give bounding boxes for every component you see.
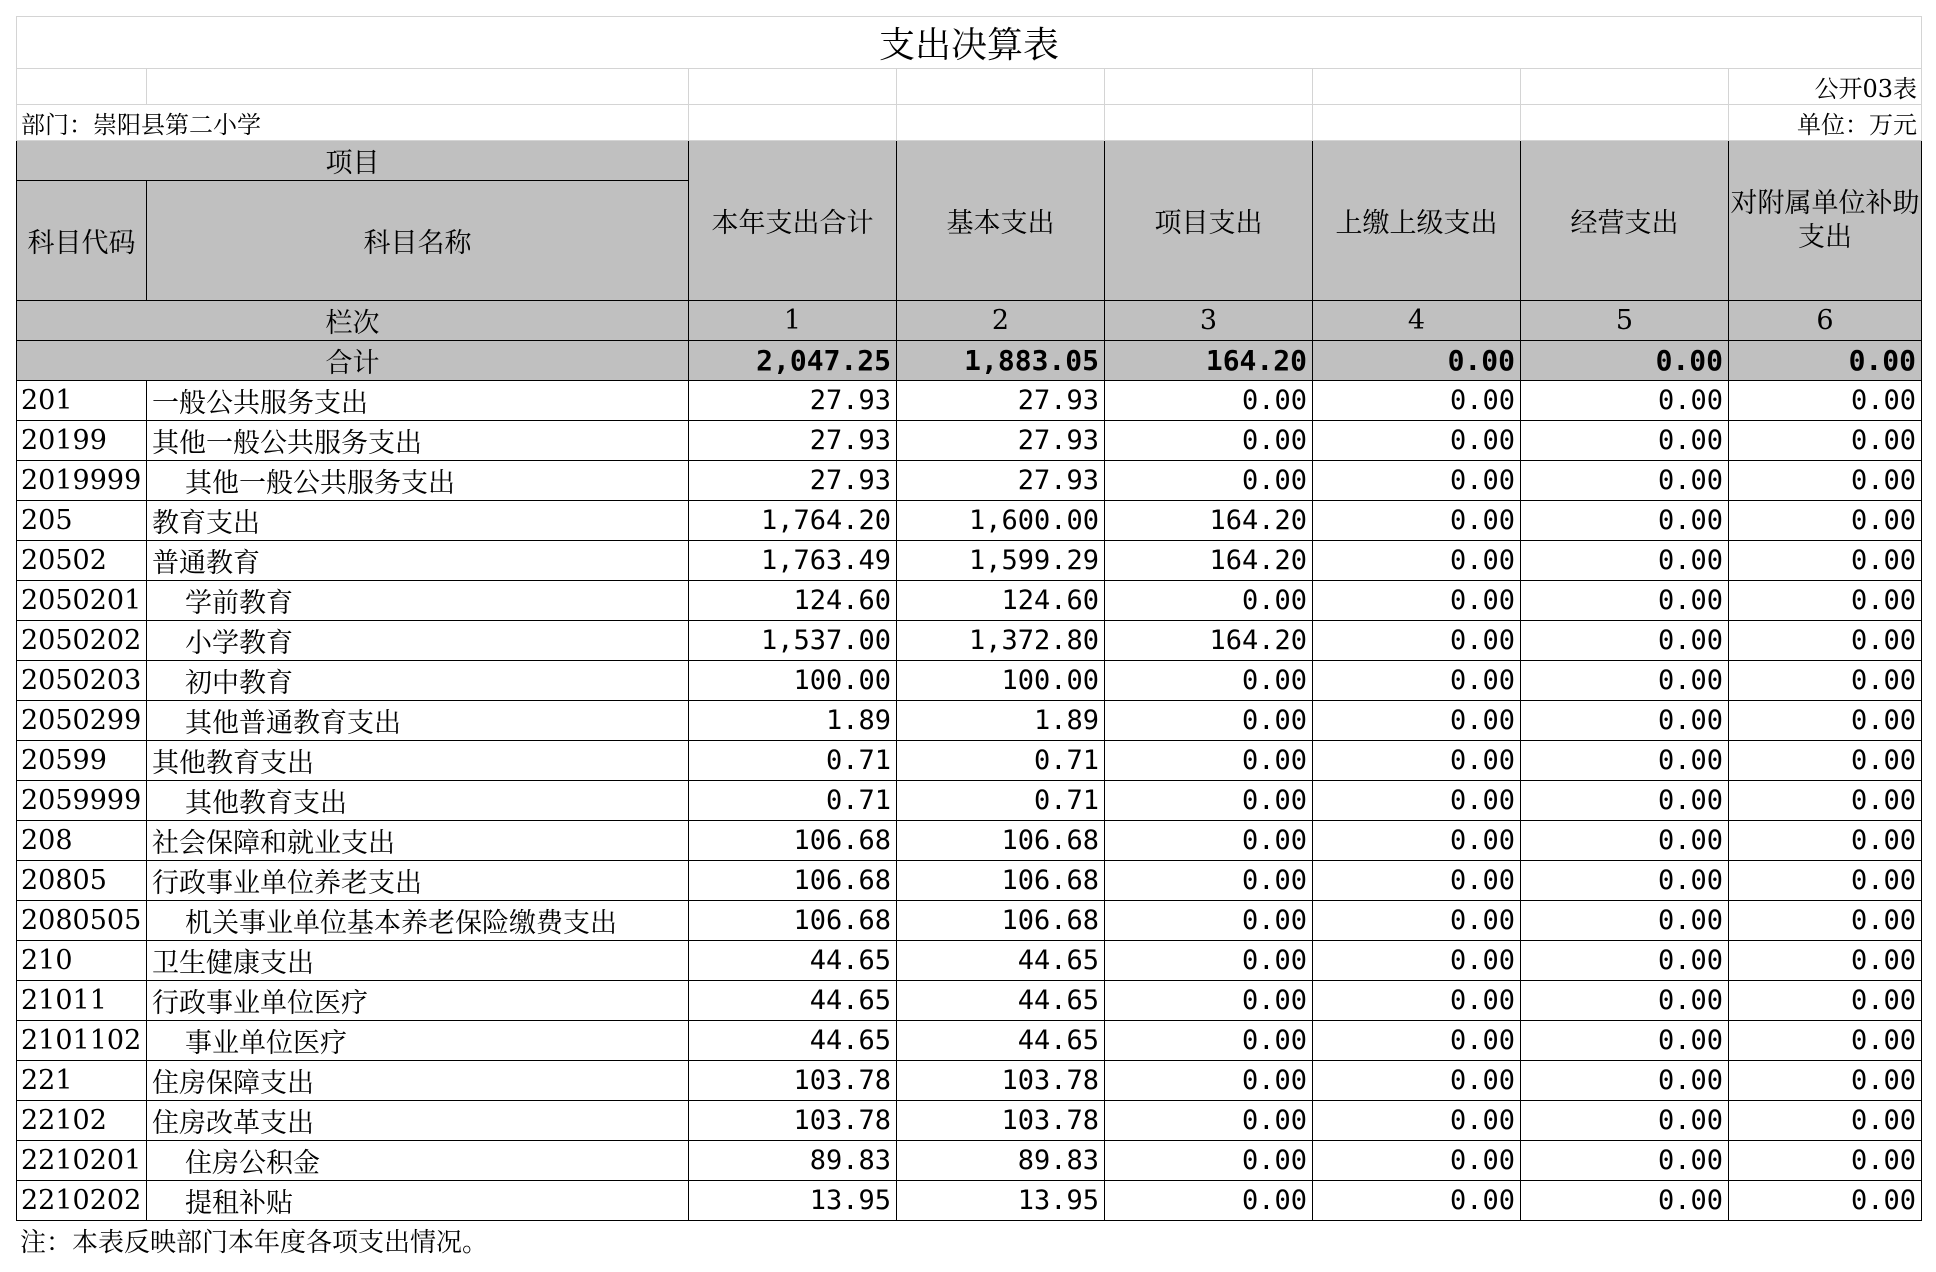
amount-cell: 27.93 (689, 421, 897, 461)
amount-cell: 0.00 (1313, 501, 1521, 541)
table-row (17, 701, 1922, 741)
subject-name: 一般公共服务支出 (147, 381, 689, 421)
amount-cell: 106.68 (689, 861, 897, 901)
amount-cell: 0.00 (1521, 381, 1729, 421)
table-row (17, 1021, 1922, 1061)
header-basic-expense: 基本支出 (897, 141, 1105, 301)
subject-name: 住房保障支出 (147, 1061, 689, 1101)
amount-cell: 106.68 (897, 861, 1105, 901)
subject-name: 学前教育 (147, 581, 689, 621)
amount-cell: 0.00 (1729, 741, 1922, 781)
amount-cell: 13.95 (689, 1181, 897, 1221)
amount-cell: 27.93 (897, 421, 1105, 461)
table-row (17, 621, 1922, 661)
subject-code: 22102 (17, 1101, 147, 1141)
table-row (17, 941, 1922, 981)
amount-cell: 164.20 (1105, 501, 1313, 541)
amount-cell: 0.00 (1729, 781, 1922, 821)
amount-cell: 0.00 (1313, 941, 1521, 981)
amount-cell: 0.00 (1729, 381, 1922, 421)
header-project-expense: 项目支出 (1105, 141, 1313, 301)
amount-cell: 0.00 (1521, 1061, 1729, 1101)
unit-label: 单位：万元 (1729, 105, 1922, 141)
amount-cell: 0.00 (1729, 1181, 1922, 1221)
subject-code: 20502 (17, 541, 147, 581)
amount-cell: 0.00 (1521, 461, 1729, 501)
table-row (17, 1101, 1922, 1141)
subject-name: 小学教育 (147, 621, 689, 661)
amount-cell: 0.00 (1313, 1141, 1521, 1181)
table-row (17, 981, 1922, 1021)
amount-cell: 0.00 (1729, 1061, 1922, 1101)
header-code: 科目代码 (17, 181, 147, 301)
table-row (17, 541, 1922, 581)
form-number: 公开03表 (1729, 69, 1922, 105)
table-row (17, 741, 1922, 781)
amount-cell: 106.68 (897, 821, 1105, 861)
total-row (17, 341, 1922, 381)
amount-cell: 0.00 (1313, 421, 1521, 461)
amount-cell: 0.00 (1729, 1141, 1922, 1181)
amount-cell: 0.00 (1729, 581, 1922, 621)
amount-cell: 100.00 (689, 661, 897, 701)
amount-cell: 0.00 (1521, 861, 1729, 901)
subject-code: 2019999 (17, 461, 147, 501)
amount-cell: 1.89 (897, 701, 1105, 741)
row-index-5: 5 (1521, 301, 1729, 341)
amount-cell: 0.00 (1313, 741, 1521, 781)
amount-cell: 0.00 (1105, 1181, 1313, 1221)
table-row (17, 821, 1922, 861)
amount-cell: 0.00 (1521, 741, 1729, 781)
subject-code: 210 (17, 941, 147, 981)
amount-cell: 0.00 (1313, 1181, 1521, 1221)
amount-cell: 0.00 (1521, 981, 1729, 1021)
amount-cell: 0.00 (1105, 701, 1313, 741)
amount-cell: 44.65 (897, 1021, 1105, 1061)
table-row (17, 381, 1922, 421)
expenditure-table (16, 16, 1922, 1221)
amount-cell: 0.00 (1313, 581, 1521, 621)
amount-cell: 27.93 (689, 381, 897, 421)
subject-name: 事业单位医疗 (147, 1021, 689, 1061)
table-row (17, 781, 1922, 821)
amount-cell: 0.00 (1729, 821, 1922, 861)
department-label: 部门：崇阳县第二小学 (17, 105, 689, 141)
amount-cell: 27.93 (897, 461, 1105, 501)
header-total-expense: 本年支出合计 (689, 141, 897, 301)
amount-cell: 0.00 (1521, 1141, 1729, 1181)
amount-cell: 0.00 (1313, 1061, 1521, 1101)
amount-cell: 0.00 (1313, 661, 1521, 701)
amount-cell: 44.65 (689, 941, 897, 981)
table-row (17, 861, 1922, 901)
amount-cell: 0.00 (1729, 1101, 1922, 1141)
amount-cell: 0.00 (1729, 701, 1922, 741)
amount-cell: 0.00 (1313, 381, 1521, 421)
amount-cell: 44.65 (897, 941, 1105, 981)
amount-cell: 1.89 (689, 701, 897, 741)
table-row (17, 661, 1922, 701)
subject-code: 205 (17, 501, 147, 541)
amount-cell: 0.00 (1521, 1021, 1729, 1061)
subject-name: 住房改革支出 (147, 1101, 689, 1141)
amount-cell: 106.68 (689, 901, 897, 941)
subject-name: 住房公积金 (147, 1141, 689, 1181)
table-row (17, 421, 1922, 461)
amount-cell: 0.00 (1105, 661, 1313, 701)
amount-cell: 1,537.00 (689, 621, 897, 661)
amount-cell: 103.78 (689, 1061, 897, 1101)
total-cell: 2,047.25 (689, 341, 897, 381)
table-note: 注：本表反映部门本年度各项支出情况。 (20, 1228, 489, 1258)
amount-cell: 0.00 (1729, 861, 1922, 901)
amount-cell: 0.00 (1313, 1021, 1521, 1061)
amount-cell: 0.00 (1105, 1101, 1313, 1141)
amount-cell: 0.00 (1313, 781, 1521, 821)
subject-code: 201 (17, 381, 147, 421)
amount-cell: 0.00 (1105, 901, 1313, 941)
subject-code: 2059999 (17, 781, 147, 821)
subject-code: 2050202 (17, 621, 147, 661)
total-cell: 1,883.05 (897, 341, 1105, 381)
amount-cell: 44.65 (897, 981, 1105, 1021)
subject-name: 其他一般公共服务支出 (147, 461, 689, 501)
amount-cell: 0.00 (1313, 1101, 1521, 1141)
subject-code: 2050203 (17, 661, 147, 701)
amount-cell: 0.00 (1729, 981, 1922, 1021)
subject-name: 卫生健康支出 (147, 941, 689, 981)
amount-cell: 164.20 (1105, 541, 1313, 581)
subject-name: 机关事业单位基本养老保险缴费支出 (147, 901, 689, 941)
amount-cell: 0.00 (1521, 1181, 1729, 1221)
amount-cell: 0.00 (1105, 421, 1313, 461)
amount-cell: 0.00 (1313, 701, 1521, 741)
table-row (17, 901, 1922, 941)
amount-cell: 44.65 (689, 1021, 897, 1061)
amount-cell: 27.93 (689, 461, 897, 501)
amount-cell: 0.00 (1105, 581, 1313, 621)
amount-cell: 0.00 (1313, 461, 1521, 501)
subject-name: 教育支出 (147, 501, 689, 541)
amount-cell: 103.78 (897, 1101, 1105, 1141)
row-index-4: 4 (1313, 301, 1521, 341)
amount-cell: 106.68 (897, 901, 1105, 941)
amount-cell: 1,599.29 (897, 541, 1105, 581)
amount-cell: 0.00 (1521, 421, 1729, 461)
subject-name: 行政事业单位医疗 (147, 981, 689, 1021)
subject-code: 20805 (17, 861, 147, 901)
amount-cell: 0.00 (1105, 741, 1313, 781)
amount-cell: 0.00 (1105, 981, 1313, 1021)
amount-cell: 0.00 (1521, 541, 1729, 581)
amount-cell: 0.00 (1729, 621, 1922, 661)
amount-cell: 27.93 (897, 381, 1105, 421)
amount-cell: 0.00 (1105, 941, 1313, 981)
amount-cell: 0.00 (1729, 461, 1922, 501)
table-row (17, 1061, 1922, 1101)
amount-cell: 0.00 (1105, 1061, 1313, 1101)
amount-cell: 0.00 (1313, 541, 1521, 581)
amount-cell: 164.20 (1105, 621, 1313, 661)
subject-code: 2210201 (17, 1141, 147, 1181)
subject-code: 20599 (17, 741, 147, 781)
header-business-expense: 经营支出 (1521, 141, 1729, 301)
subject-name: 行政事业单位养老支出 (147, 861, 689, 901)
table-row (17, 581, 1922, 621)
amount-cell: 0.00 (1521, 621, 1729, 661)
header-remit-superior: 上缴上级支出 (1313, 141, 1521, 301)
subject-name: 其他一般公共服务支出 (147, 421, 689, 461)
subject-name: 其他教育支出 (147, 741, 689, 781)
amount-cell: 0.71 (897, 741, 1105, 781)
subject-code: 21011 (17, 981, 147, 1021)
amount-cell: 0.00 (1521, 901, 1729, 941)
amount-cell: 0.00 (1105, 1021, 1313, 1061)
subject-name: 其他普通教育支出 (147, 701, 689, 741)
amount-cell: 1,764.20 (689, 501, 897, 541)
amount-cell: 0.00 (1729, 901, 1922, 941)
amount-cell: 0.00 (1105, 821, 1313, 861)
table-title: 支出决算表 (17, 17, 1922, 69)
row-index-label: 栏次 (17, 301, 689, 341)
amount-cell: 89.83 (897, 1141, 1105, 1181)
amount-cell: 0.00 (1313, 621, 1521, 661)
amount-cell: 0.00 (1521, 941, 1729, 981)
amount-cell: 0.00 (1313, 901, 1521, 941)
row-index-1: 1 (689, 301, 897, 341)
subject-code: 2210202 (17, 1181, 147, 1221)
amount-cell: 0.00 (1521, 661, 1729, 701)
total-cell: 0.00 (1313, 341, 1521, 381)
amount-cell: 0.00 (1729, 941, 1922, 981)
amount-cell: 0.00 (1729, 501, 1922, 541)
header-subsidy-affiliates: 对附属单位补助支出 (1729, 141, 1922, 301)
amount-cell: 100.00 (897, 661, 1105, 701)
amount-cell: 0.00 (1313, 861, 1521, 901)
amount-cell: 103.78 (897, 1061, 1105, 1101)
amount-cell: 0.00 (1313, 821, 1521, 861)
subject-name: 普通教育 (147, 541, 689, 581)
row-index-2: 2 (897, 301, 1105, 341)
amount-cell: 0.00 (1521, 581, 1729, 621)
amount-cell: 0.00 (1105, 1141, 1313, 1181)
amount-cell: 0.00 (1521, 1101, 1729, 1141)
amount-cell: 124.60 (689, 581, 897, 621)
amount-cell: 0.00 (1729, 1021, 1922, 1061)
subject-name: 其他教育支出 (147, 781, 689, 821)
amount-cell: 0.00 (1105, 861, 1313, 901)
amount-cell: 13.95 (897, 1181, 1105, 1221)
total-cell: 0.00 (1521, 341, 1729, 381)
subject-name: 初中教育 (147, 661, 689, 701)
amount-cell: 0.71 (897, 781, 1105, 821)
row-index-3: 3 (1105, 301, 1313, 341)
amount-cell: 0.00 (1729, 421, 1922, 461)
subject-code: 208 (17, 821, 147, 861)
amount-cell: 0.00 (1729, 541, 1922, 581)
subject-code: 2101102 (17, 1021, 147, 1061)
table-row (17, 1141, 1922, 1181)
amount-cell: 0.00 (1105, 461, 1313, 501)
amount-cell: 0.00 (1521, 821, 1729, 861)
table-row (17, 1181, 1922, 1221)
subject-code: 2050299 (17, 701, 147, 741)
subject-code: 20199 (17, 421, 147, 461)
amount-cell: 1,372.80 (897, 621, 1105, 661)
total-label: 合计 (17, 341, 689, 381)
header-item: 项目 (17, 141, 689, 181)
amount-cell: 103.78 (689, 1101, 897, 1141)
subject-code: 2050201 (17, 581, 147, 621)
amount-cell: 0.71 (689, 781, 897, 821)
table-row (17, 461, 1922, 501)
table-row (17, 501, 1922, 541)
subject-code: 221 (17, 1061, 147, 1101)
amount-cell: 0.00 (1729, 661, 1922, 701)
amount-cell: 0.00 (1105, 781, 1313, 821)
amount-cell: 89.83 (689, 1141, 897, 1181)
amount-cell: 1,763.49 (689, 541, 897, 581)
total-cell: 0.00 (1729, 341, 1922, 381)
amount-cell: 0.00 (1521, 781, 1729, 821)
amount-cell: 0.71 (689, 741, 897, 781)
amount-cell: 1,600.00 (897, 501, 1105, 541)
subject-name: 社会保障和就业支出 (147, 821, 689, 861)
total-cell: 164.20 (1105, 341, 1313, 381)
amount-cell: 106.68 (689, 821, 897, 861)
amount-cell: 124.60 (897, 581, 1105, 621)
amount-cell: 0.00 (1521, 501, 1729, 541)
row-index-6: 6 (1729, 301, 1922, 341)
subject-code: 2080505 (17, 901, 147, 941)
amount-cell: 0.00 (1313, 981, 1521, 1021)
amount-cell: 0.00 (1521, 701, 1729, 741)
amount-cell: 44.65 (689, 981, 897, 1021)
header-name: 科目名称 (147, 181, 689, 301)
subject-name: 提租补贴 (147, 1181, 689, 1221)
amount-cell: 0.00 (1105, 381, 1313, 421)
